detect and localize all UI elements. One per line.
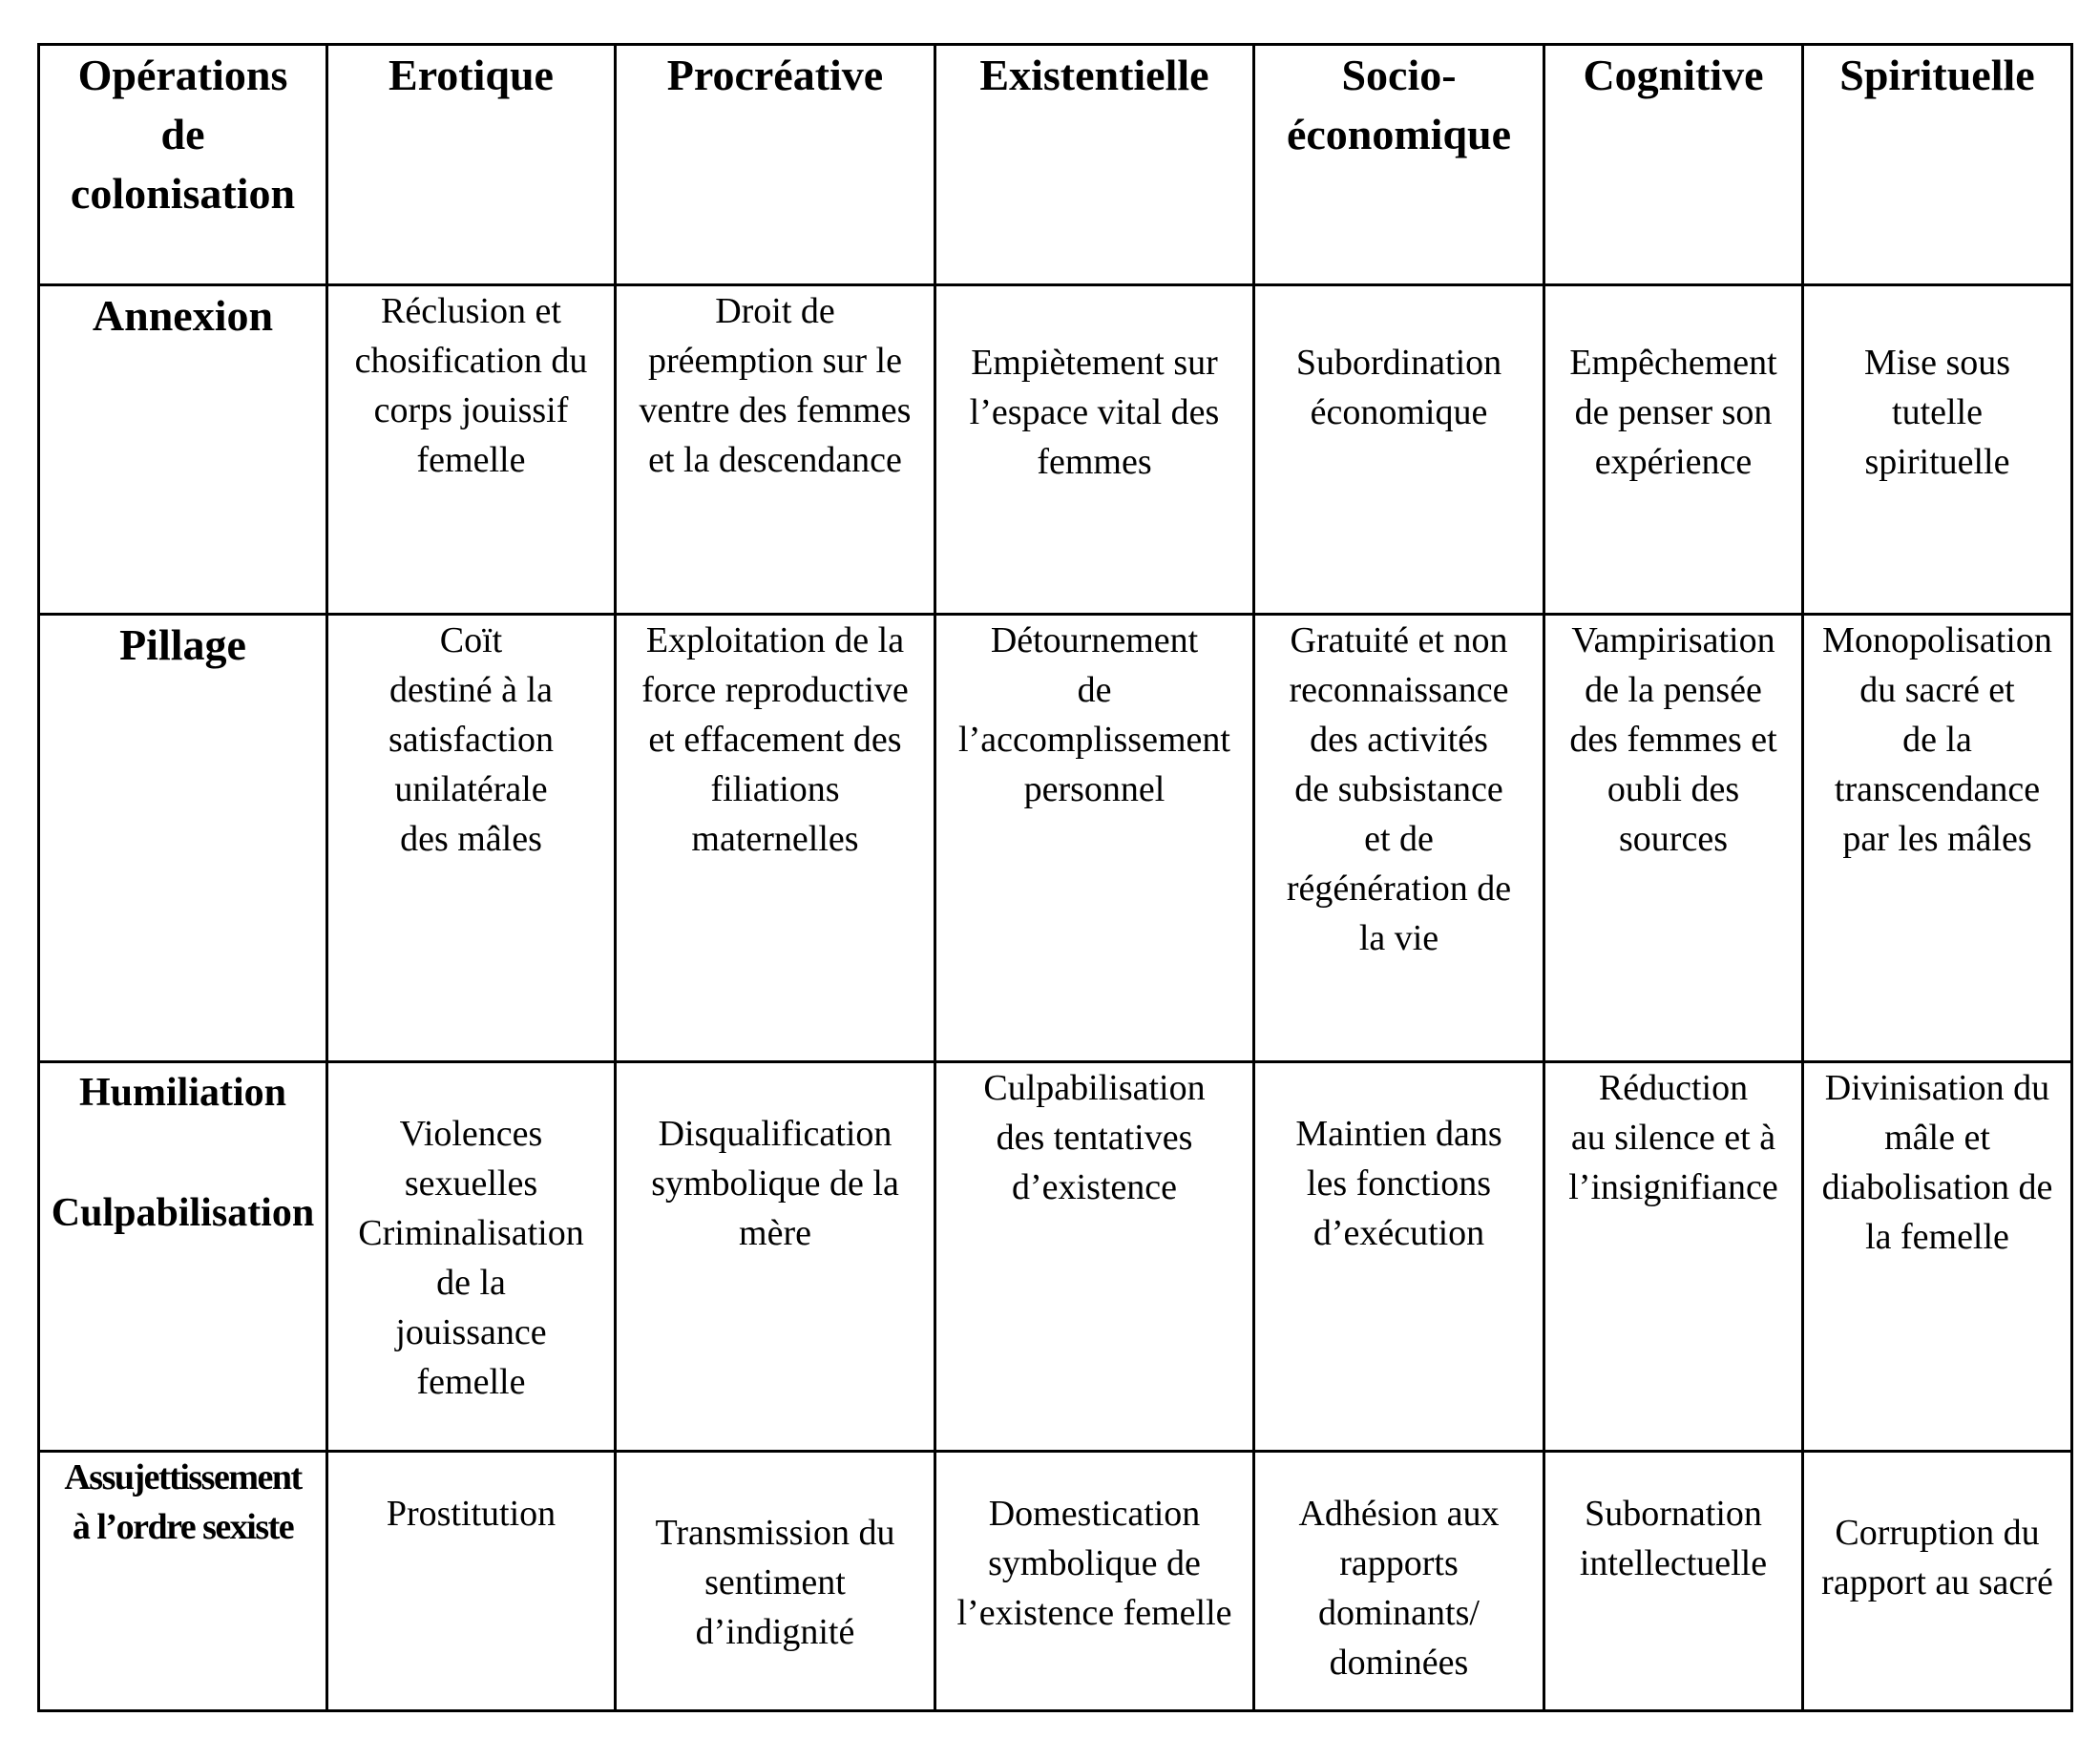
table-row-annexion xyxy=(39,285,2072,615)
table-cell: Subordination économique xyxy=(1254,285,1544,615)
table-cell: Détournement de l’accomplissement personnel xyxy=(935,615,1254,1062)
table-cell: Réduction au silence et à l’insignifiance xyxy=(1544,1062,1803,1452)
table-cell: Exploitation de la force reproductive et effacement des filiations maternelles xyxy=(616,615,935,1062)
column-header-procreative: Procréative xyxy=(616,45,935,285)
table-row-humiliation xyxy=(39,1062,2072,1452)
row-header-humiliation: Humiliation Culpabilisation xyxy=(39,1062,327,1452)
row-header-pillage: Pillage xyxy=(39,615,327,1062)
row-header-assujettissement: Assujettissement à l’ordre sexiste xyxy=(39,1452,327,1711)
table-cell: Coït destiné à la satisfaction unilatérale des mâles xyxy=(327,615,616,1062)
colonisation-table-wrapper xyxy=(37,43,2070,1709)
row-header-annexion: Annexion xyxy=(39,285,327,615)
table-cell: Corruption du rapport au sacré xyxy=(1803,1452,2072,1711)
table-cell: Prostitution xyxy=(327,1452,616,1711)
column-header-cognitive: Cognitive xyxy=(1544,45,1803,285)
table-cell: Empêchement de penser son expérience xyxy=(1544,285,1803,615)
table-cell: Vampirisation de la pensée des femmes et oubli des sources xyxy=(1544,615,1803,1062)
table-cell: Gratuité et non reconnaissance des activités de subsistance et de régénération de la vie xyxy=(1254,615,1544,1062)
table-cell: Droit de préemption sur le ventre des femmes et la descendance xyxy=(616,285,935,615)
table-cell: Empiètement sur l’espace vital des femmes xyxy=(935,285,1254,615)
column-header-existentielle: Existentielle xyxy=(935,45,1254,285)
column-header-socio-economique: Socio- économique xyxy=(1254,45,1544,285)
table-cell: Disqualification symbolique de la mère xyxy=(616,1062,935,1452)
table-cell: Maintien dans les fonctions d’exécution xyxy=(1254,1062,1544,1452)
header-row xyxy=(39,45,2072,285)
row-header-spacer xyxy=(44,1122,322,1183)
table-cell: Domestication symbolique de l’existence femelle xyxy=(935,1452,1254,1711)
table-cell: Culpabilisation des tentatives d’existence xyxy=(935,1062,1254,1452)
table-cell: Adhésion aux rapports dominants/ dominées xyxy=(1254,1452,1544,1711)
table-cell: Divinisation du mâle et diabolisation de la femelle xyxy=(1803,1062,2072,1452)
table-row-assujettissement xyxy=(39,1452,2072,1711)
table-cell: Mise sous tutelle spirituelle xyxy=(1803,285,2072,615)
table-cell: Monopolisation du sacré et de la transcendance par les mâles xyxy=(1803,615,2072,1062)
column-header-spirituelle: Spirituelle xyxy=(1803,45,2072,285)
table-row-pillage xyxy=(39,615,2072,1062)
table-cell: Transmission du sentiment d’indignité xyxy=(616,1452,935,1711)
table-cell: Réclusion et chosification du corps jouissif femelle xyxy=(327,285,616,615)
colonisation-table xyxy=(37,43,2073,1712)
table-cell: Violences sexuelles Criminalisation de la jouissance femelle xyxy=(327,1062,616,1452)
table-cell: Subornation intellectuelle xyxy=(1544,1452,1803,1711)
column-header-erotique: Erotique xyxy=(327,45,616,285)
corner-header: Opérations de colonisation xyxy=(39,45,327,285)
